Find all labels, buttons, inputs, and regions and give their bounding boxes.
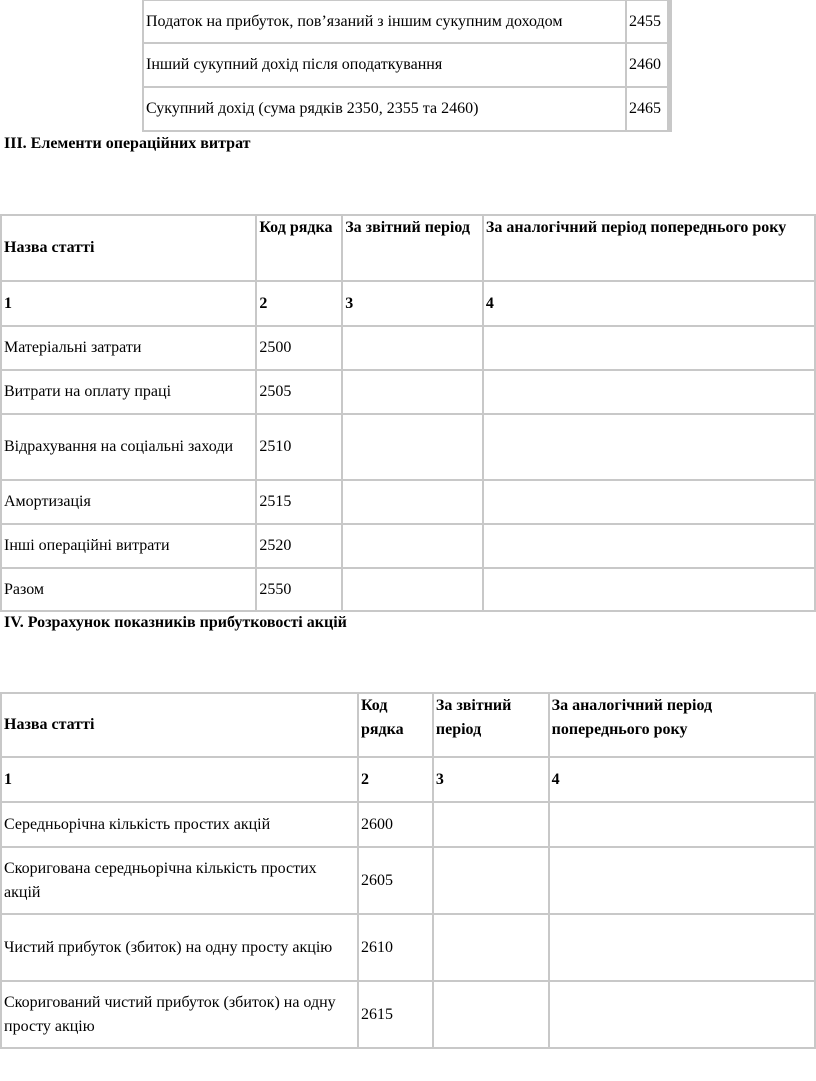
value-previous <box>483 524 815 568</box>
row-code: 2505 <box>256 370 342 414</box>
row-code: 2515 <box>256 480 342 524</box>
row-name: Інші операційні витрати <box>1 524 256 568</box>
table-row <box>1 914 815 981</box>
row-name: Разом <box>1 568 256 611</box>
row-name: Амортизація <box>1 480 256 524</box>
value-current <box>342 568 483 611</box>
row-name: Податок на прибуток, пов’язаний з іншим сукупним доходом <box>143 0 626 43</box>
col-number: 3 <box>433 757 549 802</box>
table-row <box>1 414 815 480</box>
col-number: 1 <box>1 281 256 326</box>
value-previous <box>549 802 815 847</box>
table-row <box>143 43 668 87</box>
value-current <box>433 847 549 914</box>
col-number: 2 <box>358 757 433 802</box>
operating-expenses-table <box>0 214 816 612</box>
row-code: 2500 <box>256 326 342 370</box>
table-header-row <box>1 215 815 281</box>
row-code: 2510 <box>256 414 342 480</box>
section-title: IV. Розрахунок показників прибутковості акцій <box>4 614 347 631</box>
row-name: Відрахування на соціальні заходи <box>1 414 256 480</box>
row-name: Інший сукупний дохід після оподаткування <box>143 43 626 87</box>
col-number: 4 <box>483 281 815 326</box>
value-previous <box>549 914 815 981</box>
table-row <box>1 524 815 568</box>
col-number: 4 <box>549 757 815 802</box>
row-code: 2455 <box>626 0 668 43</box>
column-number-row <box>1 757 815 802</box>
row-code: 2610 <box>358 914 433 981</box>
table-row <box>1 480 815 524</box>
table-row <box>1 847 815 914</box>
header-code: Код рядка <box>256 215 342 281</box>
header-previous: За аналогічний період попереднього року <box>549 693 815 757</box>
value-previous <box>483 568 815 611</box>
row-code: 2520 <box>256 524 342 568</box>
value-previous <box>483 480 815 524</box>
column-number-row <box>1 281 815 326</box>
row-name: Матеріальні затрати <box>1 326 256 370</box>
header-previous: За аналогічний період попереднього року <box>483 215 815 281</box>
row-code: 2615 <box>358 981 433 1048</box>
value-previous <box>483 414 815 480</box>
table-row <box>1 981 815 1048</box>
table-header-row <box>1 693 815 757</box>
header-current: За звітний період <box>342 215 483 281</box>
value-previous <box>483 370 815 414</box>
section-title: ІІІ. Елементи операційних витрат <box>4 135 251 152</box>
value-current <box>342 370 483 414</box>
row-code: 2550 <box>256 568 342 611</box>
share-profitability-table <box>0 692 816 1049</box>
col-number: 3 <box>342 281 483 326</box>
table-row <box>1 802 815 847</box>
table-row <box>143 87 668 131</box>
value-previous <box>549 847 815 914</box>
row-name: Скоригована середньорічна кількість простих акцій <box>1 847 358 914</box>
value-current <box>342 480 483 524</box>
row-code: 2465 <box>626 87 668 131</box>
row-code: 2460 <box>626 43 668 87</box>
table-row <box>1 370 815 414</box>
value-current <box>342 524 483 568</box>
row-name: Середньорічна кількість простих акцій <box>1 802 358 847</box>
col-number: 2 <box>256 281 342 326</box>
header-name: Назва статті <box>1 215 256 281</box>
header-current: За звітний період <box>433 693 549 757</box>
header-name: Назва статті <box>1 693 358 757</box>
table-row <box>1 568 815 611</box>
value-current <box>433 981 549 1048</box>
value-current <box>342 326 483 370</box>
row-name: Скоригований чистий прибуток (збиток) на одну просту акцію <box>1 981 358 1048</box>
row-code: 2600 <box>358 802 433 847</box>
table-row <box>1 326 815 370</box>
header-code: Код рядка <box>358 693 433 757</box>
value-current <box>433 914 549 981</box>
row-name: Сукупний дохід (сума рядків 2350, 2355 та 2460) <box>143 87 626 131</box>
value-current <box>433 802 549 847</box>
value-previous <box>483 326 815 370</box>
row-name: Витрати на оплату праці <box>1 370 256 414</box>
row-name: Чистий прибуток (збиток) на одну просту акцію <box>1 914 358 981</box>
col-number: 1 <box>1 757 358 802</box>
income-table-continuation <box>142 0 672 132</box>
row-code: 2605 <box>358 847 433 914</box>
value-current <box>342 414 483 480</box>
table-row <box>143 0 668 43</box>
value-previous <box>549 981 815 1048</box>
